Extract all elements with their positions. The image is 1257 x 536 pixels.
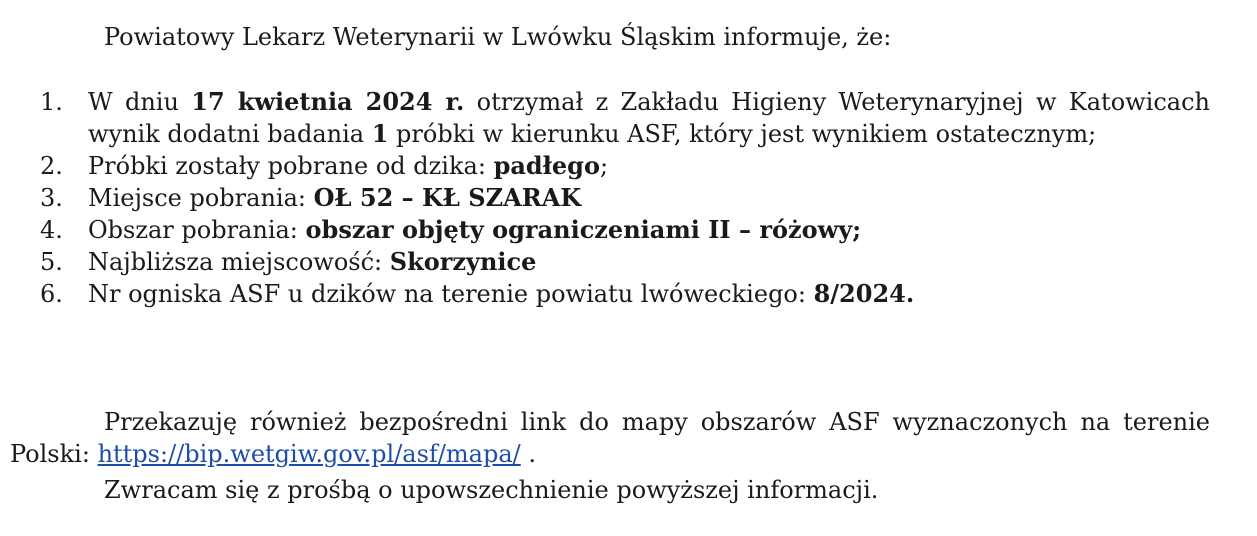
- list-number: 4.: [40, 216, 63, 244]
- list-item-text: [88, 182, 1210, 214]
- item-suffix: ;: [599, 152, 609, 180]
- list-item-text: [88, 214, 1210, 246]
- list-item-2: [40, 150, 1210, 182]
- item-value: OŁ 52 – KŁ SZARAK: [313, 183, 582, 212]
- list-item-5: [40, 246, 1210, 278]
- list-item-text: [88, 246, 1210, 278]
- list-number: 2.: [40, 152, 63, 180]
- list-number: 3.: [40, 184, 63, 212]
- link-after-text: .: [520, 440, 536, 468]
- list-item-1: [40, 86, 1210, 150]
- item-value: obszar objęty ograniczeniami II – różowy;: [305, 215, 862, 244]
- list-item-text: [88, 86, 1210, 150]
- text-segment: otrzymał z Zakładu Higieny Weterynaryjnej w Katowicach wynik dodatni badania: [88, 88, 1211, 148]
- link-intro-text: Przekazuję również bezpośredni link do mapy obszarów ASF wyznaczonych na terenie Polski:: [10, 408, 1210, 468]
- list-number: 1.: [40, 88, 63, 116]
- list-number: 5.: [40, 248, 63, 276]
- item-value: 8/2024.: [813, 279, 915, 308]
- info-list: [40, 86, 1210, 310]
- result-date: 17 kwietnia 2024 r.: [191, 87, 465, 116]
- asf-map-link[interactable]: https://bip.wetgiw.gov.pl/asf/mapa/: [97, 440, 521, 468]
- intro-line: Powiatowy Lekarz Weterynarii w Lwówku Śląskim informuje, że:: [104, 23, 892, 51]
- item-value: Skorzynice: [389, 247, 537, 276]
- list-item-3: [40, 182, 1210, 214]
- list-item-text: [88, 150, 1210, 182]
- item-label: Nr ogniska ASF u dzików na terenie powiatu lwóweckiego:: [88, 280, 814, 308]
- map-link-paragraph: [10, 406, 1210, 470]
- list-item-text: [88, 278, 1210, 310]
- item-label: Najbliższa miejscowość:: [88, 248, 390, 276]
- item-label: Miejsce pobrania:: [88, 184, 314, 212]
- list-item-6: [40, 278, 1210, 310]
- text-segment: próbki w kierunku ASF, który jest wynikiem ostatecznym;: [388, 120, 1097, 148]
- item-label: Obszar pobrania:: [88, 216, 306, 244]
- sample-count: 1: [371, 119, 389, 148]
- closing-line: Zwracam się z prośbą o upowszechnienie powyższej informacji.: [104, 476, 879, 504]
- text-segment: W dniu: [88, 88, 192, 116]
- list-item-4: [40, 214, 1210, 246]
- item-value: padłego: [493, 151, 600, 180]
- item-label: Próbki zostały pobrane od dzika:: [88, 152, 494, 180]
- list-number: 6.: [40, 280, 63, 308]
